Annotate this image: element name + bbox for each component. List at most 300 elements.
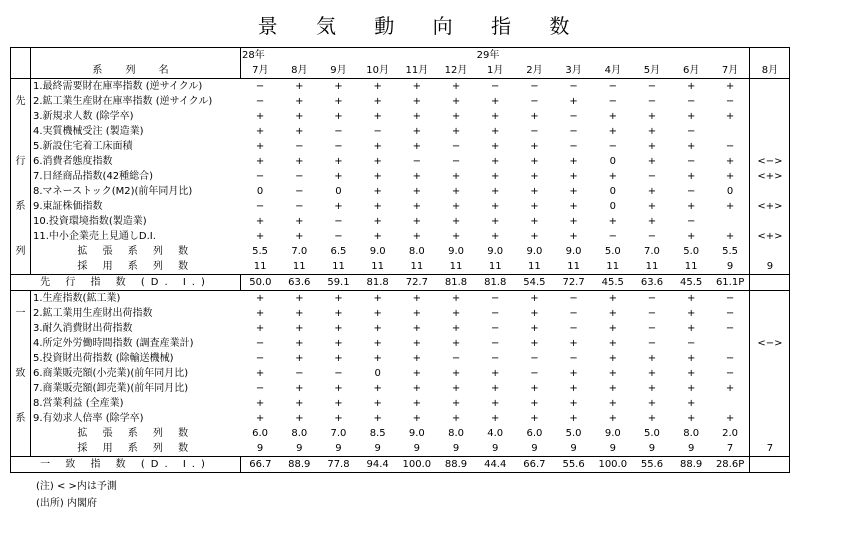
- coincident-di-aug: [750, 457, 790, 473]
- month-header: 7月: [241, 63, 280, 79]
- coincident-adopt-value: 9: [452, 442, 460, 454]
- coincident-series-forecast: [750, 396, 790, 411]
- coincident-expand-value: 8.0: [683, 427, 700, 439]
- coincident-di-value: 100.0: [397, 457, 436, 473]
- leading-section-label: 行: [11, 154, 31, 169]
- leading-series-forecast: [750, 214, 790, 229]
- coincident-series-value: +: [608, 322, 617, 334]
- coincident-series-value: −: [491, 322, 500, 334]
- coincident-series-value: +: [334, 337, 343, 349]
- leading-di-value: 45.5: [672, 275, 711, 291]
- coincident-series-value: −: [686, 337, 696, 349]
- coincident-di-value: 77.8: [319, 457, 358, 473]
- leading-series-forecast: [750, 94, 790, 109]
- leading-section-label: [11, 184, 31, 199]
- month-header: 5月: [632, 63, 671, 79]
- coincident-series-value: +: [255, 307, 265, 319]
- coincident-section-label: [11, 336, 31, 351]
- leading-adopt-value: 11: [606, 260, 620, 272]
- leading-series-value: +: [334, 170, 343, 182]
- coincident-section-label: [11, 381, 31, 396]
- coincident-series-row: [11, 411, 790, 426]
- leading-series-value: +: [491, 110, 500, 122]
- coincident-series-value: +: [412, 397, 422, 409]
- coincident-series-forecast: [750, 381, 790, 396]
- leading-section-label: [11, 169, 31, 184]
- leading-series-row: [11, 124, 790, 139]
- leading-series-value: −: [530, 125, 539, 137]
- leading-series-value: +: [451, 95, 461, 107]
- coincident-di-value: 94.4: [358, 457, 397, 473]
- coincident-series-value: +: [569, 382, 578, 394]
- leading-series-value: +: [373, 215, 382, 227]
- leading-series-value: +: [569, 95, 578, 107]
- coincident-series-value: +: [373, 322, 382, 334]
- coincident-series-value: −: [334, 367, 343, 379]
- leading-series-value: +: [647, 125, 657, 137]
- coincident-series-value: +: [451, 322, 461, 334]
- coincident-series-value: +: [451, 337, 461, 349]
- coincident-series-forecast: [750, 411, 790, 426]
- leading-series-value: 0: [335, 185, 342, 197]
- coincident-di-value: 66.7: [241, 457, 280, 473]
- leading-adopt-value: 11: [332, 260, 345, 272]
- leading-series-value: +: [295, 95, 304, 107]
- leading-expand-value: 8.0: [408, 245, 425, 257]
- coincident-series-value: −: [491, 352, 500, 364]
- coincident-series-value: −: [725, 322, 735, 334]
- leading-series-value: +: [295, 110, 304, 122]
- header-spacer: [319, 48, 358, 64]
- coincident-series-value: +: [593, 291, 632, 307]
- leading-series-value: +: [412, 170, 422, 182]
- coincident-series-value: +: [451, 382, 461, 394]
- leading-series-value: +: [412, 125, 422, 137]
- leading-series-value: +: [451, 170, 461, 182]
- leading-series-value: −: [686, 125, 696, 137]
- leading-di-label: 先 行 指 数 (D. I.): [11, 275, 241, 291]
- leading-section-label: [11, 229, 31, 244]
- leading-expand-value: 5.0: [683, 245, 700, 257]
- leading-series-value: +: [686, 170, 696, 182]
- coincident-series-value: +: [608, 397, 617, 409]
- coincident-series-value: +: [436, 291, 475, 307]
- leading-expand-value: 7.0: [291, 245, 308, 257]
- leading-series-value: +: [608, 215, 617, 227]
- leading-series-value: +: [373, 200, 382, 212]
- leading-series-value: +: [491, 200, 500, 212]
- coincident-series-value: +: [412, 412, 422, 424]
- coincident-series-value: −: [451, 352, 461, 364]
- coincident-expand-value: 9.0: [408, 427, 425, 439]
- coincident-series-value: +: [412, 382, 422, 394]
- leading-series-row: [11, 184, 790, 199]
- header-spacer: [593, 48, 632, 64]
- leading-series-value: −: [295, 200, 304, 212]
- leading-series-value: 0: [726, 185, 734, 197]
- leading-series-value: +: [491, 155, 500, 167]
- coincident-series-value: −: [647, 322, 657, 334]
- coincident-series-value: +: [530, 382, 539, 394]
- leading-section-label: [11, 139, 31, 154]
- page-title: 景 気 動 向 指 数: [257, 14, 586, 38]
- leading-adopt-value: 11: [488, 260, 502, 272]
- leading-series-value: +: [725, 155, 735, 167]
- coincident-series-value: +: [686, 412, 696, 424]
- coincident-section-label: [11, 321, 31, 336]
- leading-series-value: −: [373, 125, 382, 137]
- leading-series-value: +: [412, 140, 422, 152]
- coincident-series-value: +: [647, 412, 657, 424]
- leading-series-value: −: [569, 125, 578, 137]
- coincident-series-value: −: [569, 352, 578, 364]
- leading-series-value: 0: [256, 185, 264, 197]
- coincident-series-name: 5.投資財出荷指数 (除輸送機械): [33, 352, 174, 364]
- leading-di-aug: [750, 275, 790, 291]
- coincident-expand-value: 6.0: [252, 427, 269, 439]
- header-spacer: [436, 48, 475, 64]
- coincident-series-value: +: [647, 397, 657, 409]
- coincident-adopt-value: 9: [492, 442, 499, 454]
- coincident-series-value: +: [608, 337, 617, 349]
- leading-section-label: [11, 79, 31, 95]
- coincident-expand-value: 8.0: [291, 427, 308, 439]
- leading-section-label: [11, 214, 31, 229]
- month-header: 11月: [397, 63, 436, 79]
- leading-expand-value: 9.0: [526, 245, 543, 257]
- leading-series-value: +: [530, 170, 539, 182]
- coincident-series-value: +: [295, 412, 304, 424]
- leading-series-value: +: [451, 110, 461, 122]
- leading-series-row: [11, 154, 790, 169]
- leading-expand-value: 5.0: [604, 245, 621, 257]
- coincident-series-value: +: [686, 307, 696, 319]
- coincident-series-value: +: [451, 412, 461, 424]
- coincident-series-value: +: [319, 291, 358, 307]
- leading-series-name: 8.マネーストック(M2)(前年同月比): [33, 185, 193, 197]
- coincident-series-value: +: [334, 397, 343, 409]
- leading-series-forecast: [750, 109, 790, 124]
- leading-adopt-value: 11: [371, 260, 385, 272]
- leading-series-value: +: [373, 170, 382, 182]
- coincident-expand-value: 5.0: [565, 427, 582, 439]
- leading-series-value: +: [569, 185, 578, 197]
- coincident-di-value: 55.6: [632, 457, 671, 473]
- coincident-expand-value: 5.0: [644, 427, 660, 439]
- month-header: 10月: [358, 63, 397, 79]
- leading-series-value: +: [672, 79, 711, 95]
- coincident-expand-aug: [750, 426, 790, 441]
- leading-series-row: [11, 79, 790, 95]
- coincident-adopt-value: 9: [335, 442, 342, 454]
- leading-di-value: 63.6: [632, 275, 671, 291]
- leading-series-value: +: [530, 110, 539, 122]
- leading-di-value: 61.1P: [711, 275, 750, 291]
- leading-series-value: +: [295, 230, 304, 242]
- coincident-series-value: −: [725, 352, 735, 364]
- coincident-series-row: [11, 351, 790, 366]
- leading-adopt-row: [11, 259, 790, 275]
- coincident-adopt-value: 9: [609, 442, 616, 454]
- note-forecast: (注) < >内は予測: [36, 481, 117, 492]
- leading-series-value: +: [295, 155, 304, 167]
- leading-series-value: +: [295, 215, 304, 227]
- coincident-series-value: −: [530, 367, 539, 379]
- leading-series-value: +: [608, 110, 617, 122]
- leading-series-name: 10.投資環境指数(製造業): [33, 215, 147, 227]
- month-header-aug: 8月: [750, 63, 790, 79]
- leading-series-value: −: [608, 95, 617, 107]
- coincident-series-value: +: [295, 382, 304, 394]
- leading-series-value: −: [647, 230, 657, 242]
- coincident-adopt-value: 9: [374, 442, 381, 454]
- leading-series-value: +: [397, 79, 436, 95]
- coincident-expand-value: 7.0: [330, 427, 347, 439]
- leading-series-name: 6.消費者態度指数: [33, 155, 113, 167]
- coincident-series-value: −: [632, 291, 671, 307]
- leading-series-value: +: [491, 95, 500, 107]
- coincident-series-value: +: [373, 307, 382, 319]
- leading-series-value: −: [569, 110, 578, 122]
- coincident-series-value: +: [373, 337, 382, 349]
- leading-di-value: 54.5: [515, 275, 554, 291]
- leading-series-value: −: [412, 155, 422, 167]
- coincident-series-name: 3.耐久消費財出荷指数: [33, 322, 133, 334]
- coincident-series-name: 8.営業利益 (全産業): [33, 397, 124, 409]
- leading-series-name: 3.新規求人数 (除学卒): [33, 110, 134, 122]
- leading-series-name: 9.東証株価指数: [33, 200, 103, 212]
- coincident-adopt-value: 9: [413, 442, 421, 454]
- leading-series-value: −: [295, 170, 304, 182]
- leading-series-value: +: [530, 230, 539, 242]
- coincident-series-value: +: [255, 412, 265, 424]
- leading-series-value: −: [255, 200, 265, 212]
- leading-series-value: +: [436, 79, 475, 95]
- coincident-series-value: −: [295, 367, 304, 379]
- leading-series-value: 0: [609, 200, 616, 212]
- leading-series-value: −: [686, 95, 696, 107]
- leading-series-value: −: [647, 170, 657, 182]
- leading-series-value: −: [725, 140, 735, 152]
- header-aug-spacer: [750, 48, 790, 64]
- coincident-series-value: +: [491, 397, 500, 409]
- leading-series-value: −: [515, 79, 554, 95]
- coincident-expand-row: [11, 426, 790, 441]
- coincident-series-value: +: [412, 352, 422, 364]
- coincident-series-forecast: [750, 351, 790, 366]
- leading-series-value: +: [255, 230, 265, 242]
- coincident-series-value: +: [255, 367, 265, 379]
- coincident-adopt-row: [11, 441, 790, 457]
- leading-series-value: +: [255, 110, 265, 122]
- leading-series-value: +: [358, 79, 397, 95]
- coincident-series-value: +: [608, 382, 617, 394]
- leading-series-value: −: [334, 125, 343, 137]
- leading-series-value: −: [530, 95, 539, 107]
- coincident-series-value: +: [686, 352, 696, 364]
- coincident-series-value: +: [255, 322, 265, 334]
- leading-series-name: 5.新設住宅着工床面積: [33, 140, 133, 152]
- leading-expand-value: 5.5: [722, 245, 739, 257]
- coincident-series-value: +: [334, 307, 343, 319]
- leading-series-value: +: [451, 185, 461, 197]
- coincident-series-row: [11, 291, 790, 307]
- coincident-di-value: 55.6: [554, 457, 593, 473]
- leading-series-value: +: [412, 215, 422, 227]
- coincident-di-value: 28.6P: [711, 457, 750, 473]
- coincident-series-forecast: [750, 321, 790, 336]
- leading-series-value: +: [491, 185, 500, 197]
- header-spacer: [632, 48, 671, 64]
- leading-series-name: 7.日経商品指数(42種総合): [33, 170, 154, 182]
- coincident-series-value: +: [569, 412, 578, 424]
- leading-series-value: +: [373, 95, 382, 107]
- coincident-series-value: −: [491, 307, 500, 319]
- coincident-adopt-label: 採 用 系 列 数: [77, 442, 195, 454]
- coincident-series-name: 4.所定外労働時間指数 (調査産業計): [33, 337, 194, 349]
- leading-series-value: −: [334, 230, 343, 242]
- coincident-series-value: +: [241, 291, 280, 307]
- coincident-adopt-value: 9: [256, 442, 264, 454]
- leading-series-value: +: [373, 140, 382, 152]
- coincident-series-value: +: [451, 367, 461, 379]
- leading-series-value: −: [451, 155, 461, 167]
- coincident-series-name: 6.商業販売額(小売業)(前年同月比): [33, 367, 189, 379]
- leading-series-value: −: [725, 95, 735, 107]
- leading-series-forecast: <+>: [750, 169, 790, 184]
- leading-series-value: +: [608, 170, 617, 182]
- leading-section-label: [11, 124, 31, 139]
- coincident-series-value: +: [412, 322, 422, 334]
- coincident-series-value: −: [725, 367, 735, 379]
- leading-series-value: −: [593, 79, 632, 95]
- leading-adopt-value: 11: [292, 260, 306, 272]
- leading-adopt-value: 11: [253, 260, 267, 272]
- leading-di-row: [11, 275, 790, 291]
- header-spacer: [280, 48, 319, 64]
- leading-expand-value: 9.0: [565, 245, 582, 257]
- leading-di-value: 81.8: [358, 275, 397, 291]
- coincident-series-value: +: [373, 352, 382, 364]
- coincident-series-value: +: [686, 382, 696, 394]
- leading-di-value: 50.0: [241, 275, 280, 291]
- coincident-series-value: +: [725, 382, 735, 394]
- leading-series-value: +: [647, 110, 657, 122]
- coincident-expand-label: 拡 張 系 列 数: [77, 427, 195, 439]
- coincident-series-value: +: [515, 291, 554, 307]
- leading-series-value: 0: [609, 155, 616, 167]
- leading-series-value: +: [319, 79, 358, 95]
- leading-series-value: +: [647, 185, 657, 197]
- leading-di-value: 81.8: [436, 275, 475, 291]
- coincident-series-value: +: [686, 367, 696, 379]
- leading-di-value: 72.7: [397, 275, 436, 291]
- coincident-series-forecast: [750, 306, 790, 321]
- leading-di-value: 63.6: [280, 275, 319, 291]
- coincident-series-value: +: [647, 382, 657, 394]
- coincident-section-label: [11, 396, 31, 411]
- leading-series-value: [711, 124, 750, 139]
- coincident-di-value: 100.0: [593, 457, 632, 473]
- coincident-di-value: 44.4: [476, 457, 515, 473]
- leading-series-value: +: [334, 95, 343, 107]
- leading-series-value: −: [241, 79, 280, 95]
- coincident-series-value: −: [491, 337, 500, 349]
- coincident-adopt-aug: 7: [750, 441, 790, 457]
- coincident-section-label: [11, 291, 31, 307]
- coincident-series-row: [11, 306, 790, 321]
- leading-expand-value: 5.5: [252, 245, 269, 257]
- leading-series-forecast: [750, 79, 790, 95]
- leading-series-name: 11.中小企業売上見通しD.I.: [33, 230, 156, 242]
- coincident-series-value: −: [255, 352, 265, 364]
- coincident-series-value: +: [530, 322, 539, 334]
- coincident-series-value: −: [255, 337, 265, 349]
- coincident-series-value: −: [647, 337, 657, 349]
- coincident-series-value: +: [295, 397, 304, 409]
- coincident-series-value: +: [334, 382, 343, 394]
- coincident-di-value: 88.9: [436, 457, 475, 473]
- leading-adopt-value: 11: [528, 260, 541, 272]
- leading-series-value: +: [608, 125, 617, 137]
- leading-adopt-label: 採 用 系 列 数: [77, 260, 195, 272]
- leading-adopt-value: 11: [684, 260, 698, 272]
- coincident-di-label: 一 致 指 数 (D. I.): [11, 457, 241, 473]
- month-header: 1月: [476, 63, 515, 79]
- leading-series-value: +: [569, 170, 578, 182]
- leading-expand-value: 9.0: [487, 245, 504, 257]
- leading-series-value: +: [451, 230, 461, 242]
- header-spacer: [672, 48, 711, 64]
- series-name-header: 系 列 名: [31, 48, 241, 79]
- leading-series-value: −: [295, 140, 304, 152]
- coincident-series-value: +: [530, 397, 539, 409]
- coincident-series-value: +: [295, 307, 304, 319]
- leading-series-value: +: [491, 125, 500, 137]
- coincident-series-name: 2.鉱工業用生産財出荷指数: [33, 307, 153, 319]
- coincident-di-value: 88.9: [672, 457, 711, 473]
- leading-series-value: +: [569, 200, 578, 212]
- coincident-series-value: +: [608, 367, 617, 379]
- leading-expand-aug: [750, 244, 790, 259]
- leading-adopt-value: 11: [449, 260, 463, 272]
- leading-series-forecast: [750, 124, 790, 139]
- header-spacer: [358, 48, 397, 64]
- leading-series-value: +: [686, 200, 696, 212]
- leading-series-value: +: [412, 200, 422, 212]
- leading-series-value: −: [255, 170, 265, 182]
- coincident-section-label: 致: [11, 366, 31, 381]
- leading-expand-value: 9.0: [369, 245, 386, 257]
- leading-series-row: [11, 229, 790, 244]
- coincident-section-label: [11, 351, 31, 366]
- business-indicator-table: [10, 47, 790, 473]
- leading-series-value: +: [569, 230, 578, 242]
- coincident-series-value: +: [373, 382, 382, 394]
- leading-series-value: −: [334, 215, 343, 227]
- leading-expand-value: 9.0: [448, 245, 464, 257]
- leading-series-row: [11, 214, 790, 229]
- coincident-series-value: +: [334, 322, 343, 334]
- coincident-expand-value: 9.0: [604, 427, 621, 439]
- month-header: 9月: [319, 63, 358, 79]
- leading-series-value: −: [451, 140, 461, 152]
- leading-series-value: +: [295, 125, 304, 137]
- coincident-series-row: [11, 381, 790, 396]
- leading-section-label: 先: [11, 94, 31, 109]
- header-spacer: [554, 48, 593, 64]
- coincident-series-forecast: [750, 291, 790, 307]
